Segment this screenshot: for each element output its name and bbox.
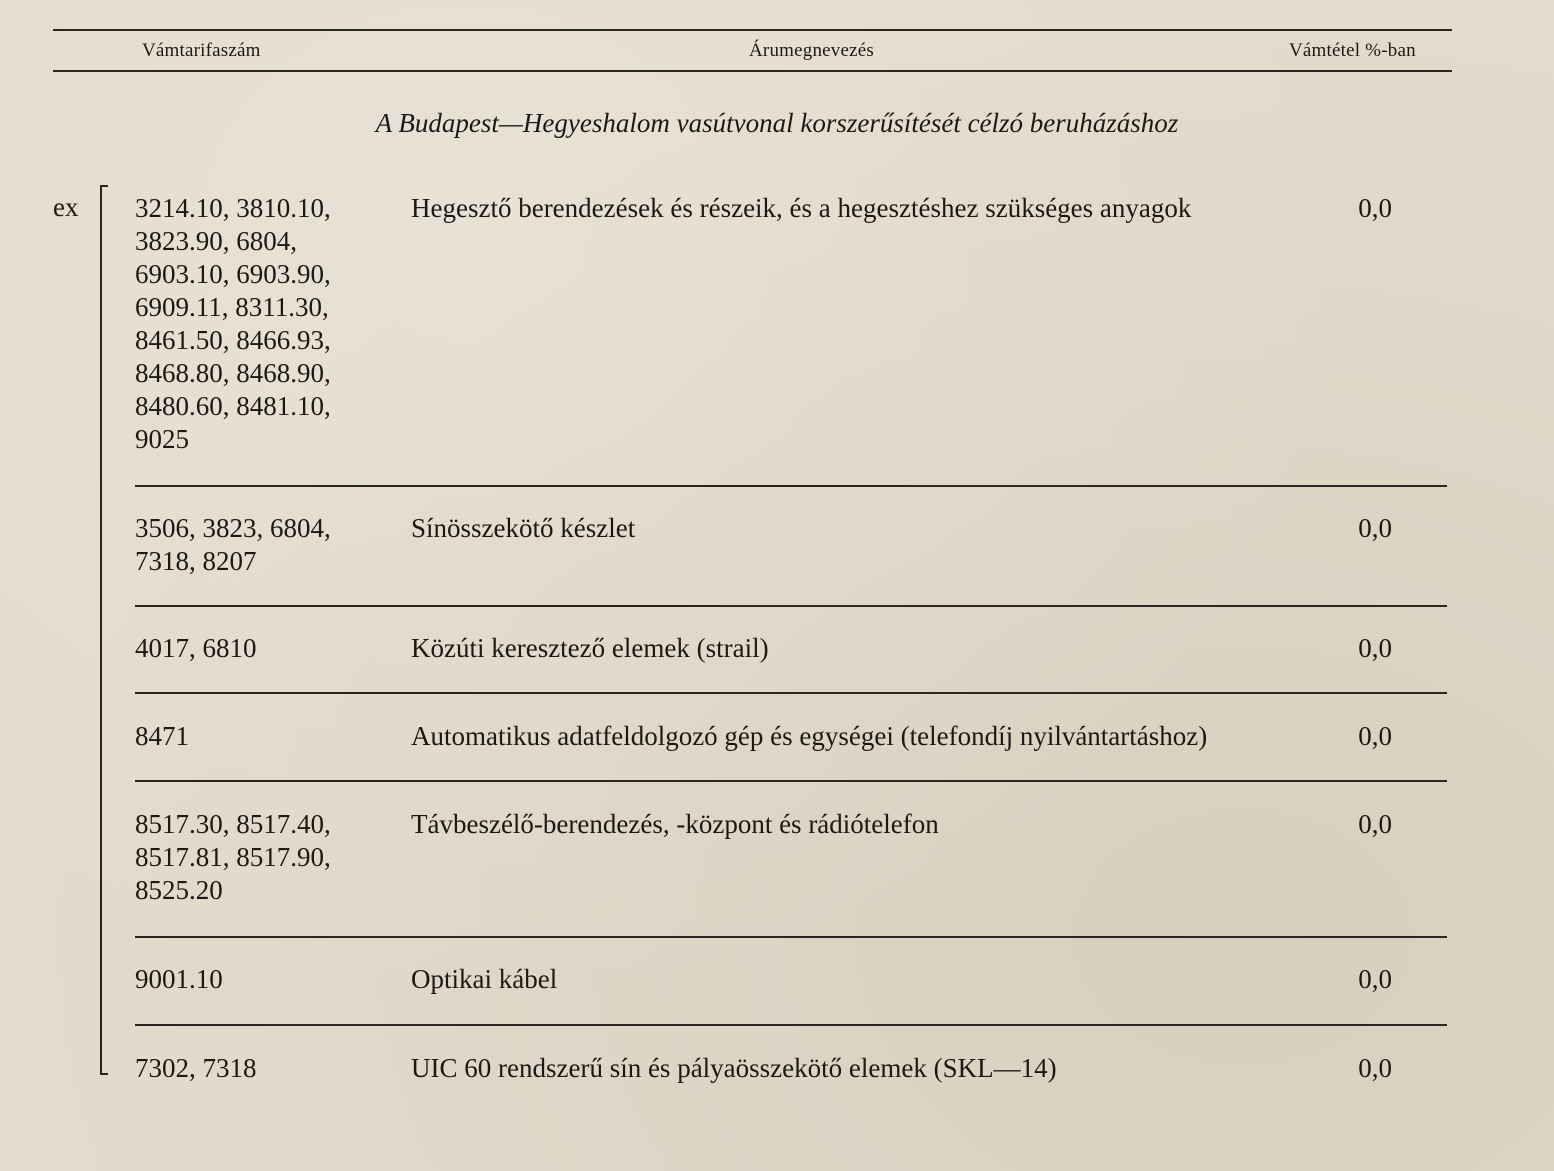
row-codes: 8517.30, 8517.40, 8517.81, 8517.90, 8525.20 <box>135 809 331 905</box>
row-name: Optikai kábel <box>411 964 558 994</box>
row-rate: 0,0 <box>1358 1053 1392 1083</box>
header-bottom-rule <box>53 70 1452 72</box>
section-title: A Budapest—Hegyeshalom vasútvonal korszerűsítését célzó beruházáshoz <box>375 108 1179 138</box>
row-rate: 0,0 <box>1358 809 1392 839</box>
row-codes: 8471 <box>135 721 189 751</box>
row-name: Sínösszekötő készlet <box>411 513 636 543</box>
row-rate: 0,0 <box>1358 721 1392 751</box>
row-rate: 0,0 <box>1358 193 1392 223</box>
group-bracket <box>100 185 102 1075</box>
row-separator <box>135 485 1447 487</box>
header-top-rule <box>53 29 1452 31</box>
row-name: Hegesztő berendezések és részeik, és a hegesztéshez szükséges anyagok <box>411 193 1192 223</box>
column-header-code: Vámtarifaszám <box>142 40 261 61</box>
group-bracket-top <box>100 185 108 187</box>
ex-prefix: ex <box>53 192 79 222</box>
row-codes: 7302, 7318 <box>135 1053 257 1083</box>
group-bracket-bottom <box>100 1073 108 1075</box>
column-header-rate: Vámtétel %-ban <box>1289 40 1416 61</box>
row-rate: 0,0 <box>1358 964 1392 994</box>
row-separator <box>135 1024 1447 1026</box>
row-separator <box>135 605 1447 607</box>
row-codes: 3506, 3823, 6804, 7318, 8207 <box>135 513 331 576</box>
row-rate: 0,0 <box>1358 633 1392 663</box>
column-header-name: Árumegnevezés <box>749 40 874 61</box>
row-rate: 0,0 <box>1358 513 1392 543</box>
row-codes: 4017, 6810 <box>135 633 257 663</box>
row-name: Távbeszélő-berendezés, -központ és rádiótelefon <box>411 809 939 839</box>
row-separator <box>135 692 1447 694</box>
row-name: Automatikus adatfeldolgozó gép és egységei (telefondíj nyilvántartáshoz) <box>411 721 1208 751</box>
row-name: Közúti keresztező elemek (strail) <box>411 633 769 663</box>
row-codes: 9001.10 <box>135 964 223 994</box>
row-separator <box>135 936 1447 938</box>
row-codes: 3214.10, 3810.10, 3823.90, 6804, 6903.10, 6903.90, 6909.11, 8311.30, 8461.50, 8466.93, 8468.80, 8468.90, 8480.60, 8481.10, 9025 <box>135 193 331 454</box>
row-separator <box>135 780 1447 782</box>
row-name: UIC 60 rendszerű sín és pályaösszekötő elemek (SKL—14) <box>411 1053 1057 1083</box>
